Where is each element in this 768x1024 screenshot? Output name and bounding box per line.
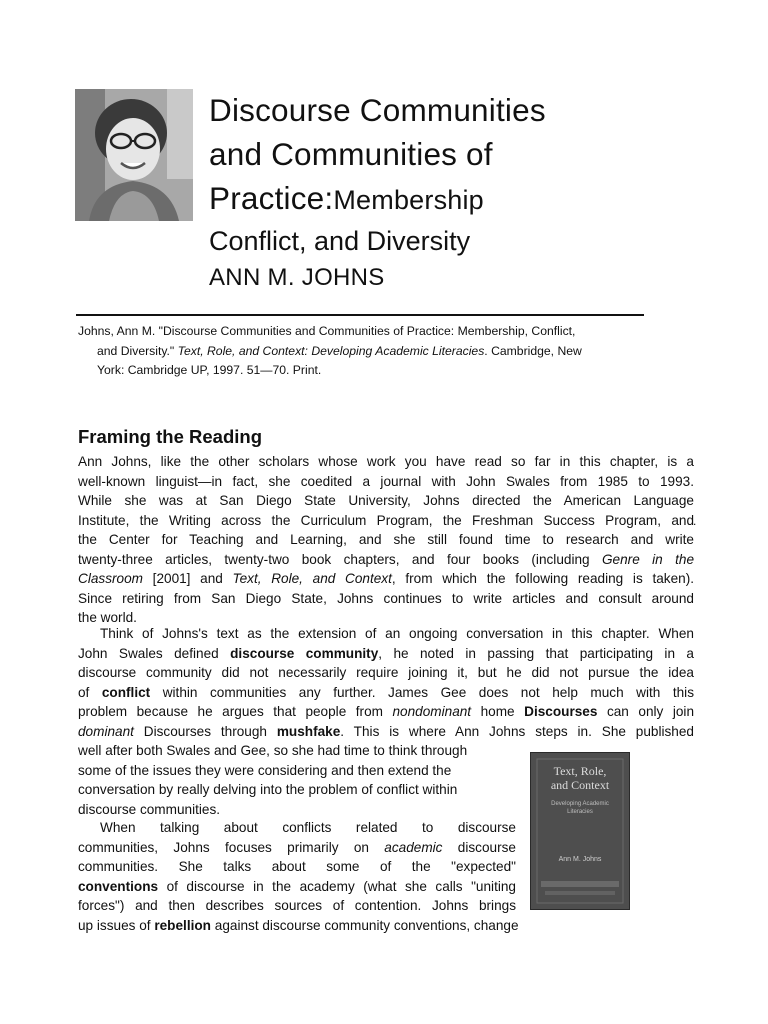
text-line — [78, 722, 694, 742]
bold-term: rebellion — [154, 917, 211, 933]
text-run: communities, Johns focuses primarily on — [78, 839, 385, 855]
text-line: some of the issues they were considering and then extend the — [78, 762, 452, 778]
author-portrait-image — [75, 89, 193, 221]
text-run: discourse — [442, 839, 516, 855]
text-run: within communities any further. James Gee does not help much with this — [150, 684, 694, 700]
text-line — [78, 569, 694, 589]
book-cover-subtitle: Developing Academic — [551, 801, 609, 807]
section-heading: Framing the Reading — [78, 426, 262, 447]
bold-term: conventions — [78, 878, 159, 894]
text-line: discourse communities. — [78, 801, 221, 817]
text-line: communities. She talks about some of the "expected" — [78, 859, 516, 874]
text-line: discourse community did not necessarily require joining it, but he did not pursue the idea — [78, 665, 694, 680]
bold-term: Discourses — [524, 704, 598, 719]
chapter-title-fragment: Membership — [333, 185, 484, 215]
text-line: Since retiring from San Diego State, Johns continues to write articles and consult around — [78, 590, 694, 606]
citation — [78, 322, 648, 381]
italic-text: Text, Role, and Context — [232, 571, 392, 586]
title-divider — [76, 314, 644, 316]
text-line: well after both Swales and Gee, so she had time to think through — [78, 743, 468, 758]
citation-text: and Diversity." — [97, 343, 178, 358]
book-cover-image — [530, 752, 630, 910]
chapter-subtitle: Conflict, and Diversity — [209, 226, 471, 256]
text-line: conversation by really delving into the problem of conflict within — [78, 782, 458, 797]
citation-line: York: Cambridge UP, 1997. 51—70. Print. — [97, 363, 322, 377]
book-cover-author: Ann M. Johns — [558, 856, 602, 863]
text-run: of — [78, 684, 102, 700]
bold-term: discourse community — [230, 645, 379, 661]
italic-text: dominant — [78, 723, 134, 739]
chapter-title-line: and Communities of — [209, 136, 493, 172]
italic-text: Classroom — [78, 571, 143, 586]
body-paragraph-3 — [78, 818, 519, 935]
text-line: Ann Johns, like the other scholars whose work you have read so far in this chapter, is a — [78, 454, 694, 469]
book-cover-art — [531, 753, 629, 909]
text-run: , from which the following reading is taken). — [391, 571, 694, 586]
body-paragraph-1 — [78, 452, 697, 628]
chapter-title-line — [209, 176, 679, 222]
text-run: of discourse in the academy (what she calls "uniting — [158, 878, 516, 894]
text-run: . This is where Ann Johns steps in. She published — [340, 723, 694, 739]
text-line: Think of Johns's text as the extension of an ongoing conversation in this chapter. When — [100, 626, 694, 641]
margin-mark: . — [693, 514, 697, 528]
book-cover-title: Text, Role, — [553, 764, 607, 778]
chapter-author: ANN M. JOHNS — [209, 264, 385, 291]
text-run: against discourse community conventions, change — [210, 917, 519, 933]
text-run: [2001] and — [142, 571, 233, 586]
text-line: the world. — [78, 610, 137, 625]
text-line — [78, 916, 638, 936]
text-line — [78, 877, 516, 897]
text-line: forces") and then describes sources of contention. Johns brings — [78, 898, 516, 913]
text-line — [78, 550, 694, 570]
citation-line — [78, 342, 648, 362]
text-run: up issues of — [78, 917, 155, 933]
text-line: well-known linguist—in fact, she coedited a journal with John Swales from 1985 to 1993. — [78, 473, 694, 489]
text-run: home — [471, 704, 525, 719]
text-line: When talking about conflicts related to discourse — [100, 820, 516, 835]
text-run: can only join — [597, 704, 694, 719]
text-line — [78, 644, 694, 664]
chapter-title-block — [209, 88, 679, 296]
text-run: problem because he argues that people from — [78, 704, 393, 719]
book-cover-subtitle: Literacies — [567, 809, 593, 815]
text-run: John Swales defined — [78, 645, 231, 661]
text-line: the Center for Teaching and Learning, and she still found time to research and write — [78, 532, 694, 547]
book-cover-title: and Context — [550, 778, 610, 792]
italic-text: nondominant — [392, 704, 472, 719]
chapter-title-line: Discourse Communities — [209, 92, 546, 128]
italic-text: academic — [384, 839, 443, 855]
chapter-title-fragment: Practice: — [209, 180, 334, 216]
citation-line: Johns, Ann M. "Discourse Communities and Communities of Practice: Membership, Conflict, — [78, 324, 576, 338]
bold-term: conflict — [101, 684, 151, 700]
italic-text: Genre in the — [601, 551, 695, 567]
text-run: twenty-three articles, twenty-two book chapters, and four books (including — [78, 551, 602, 567]
text-line — [78, 683, 694, 703]
text-run: Discourses through — [133, 723, 277, 739]
author-photo — [75, 89, 193, 221]
text-run: , he noted in passing that participating in a — [378, 645, 694, 661]
text-line: Institute, the Writing across the Curriculum Program, the Freshman Success Program, and — [78, 512, 694, 528]
citation-book-title: Text, Role, and Context: Developing Academic Literacies — [177, 343, 485, 358]
text-line: While she was at San Diego State University, Johns directed the American Language — [78, 493, 694, 508]
text-line — [78, 838, 516, 858]
citation-text: . Cambridge, New — [484, 343, 582, 358]
text-line — [78, 702, 694, 722]
bold-term: mushfake — [276, 723, 341, 739]
